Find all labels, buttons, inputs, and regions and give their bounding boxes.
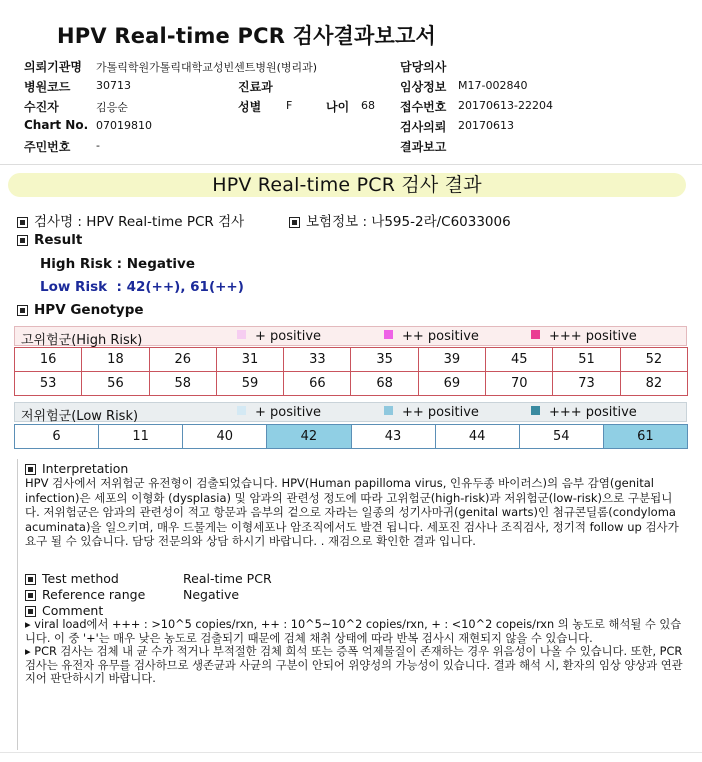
result-heading-line	[17, 232, 82, 248]
genotype-cell: 18	[82, 348, 149, 372]
age-label: 나이	[326, 100, 350, 114]
reference-value: Negative	[183, 587, 240, 602]
interpretation-text: HPV 검사에서 저위험군 유전형이 검출되었습니다. HPV(Human papilloma virus, 인유두종 바이러스)의 음부 감염(genital infection)은 세포의 이형화 (dysplasia) 및 암과의 관련성 정도에 따라 고위험군(high-risk)과 저위험군(low-risk)으로 구분됩니다. 저위험군은 암과의 관련성이 적고 항문과 음부의 겉으로 자라는 일종의 성기사마귀(genital warts)인 첨규콘딜롬(condyloma acuminata)을 일으키며, 매우 드물게는 이형세포나 암조직에서도 발견 됩니다. 세포진 검사나 조직검사, 정기적 follow up 검사가 요구 될 수 있습니다. 담당 전문의와 상담 하시기 바랍니다. . 재검으로 확인한 결과 입니다.	[25, 476, 679, 548]
high-risk-table	[14, 347, 688, 396]
age-value: 68	[361, 99, 375, 112]
clinical-info-label: 임상정보	[400, 80, 447, 94]
test-name-line	[17, 210, 244, 230]
genotype-cell: 82	[620, 372, 687, 396]
bullet-square-icon	[289, 217, 300, 228]
genotype-cell: 44	[435, 425, 519, 449]
request-label: 검사의뢰	[400, 120, 447, 134]
reference-line	[25, 587, 145, 602]
legend-swatch-icon	[237, 330, 246, 339]
table-row	[15, 372, 688, 396]
institution-value: 가톨릭학원가톨릭대학교성빈센트병원(병리과)	[96, 61, 318, 74]
genotype-cell: 73	[553, 372, 620, 396]
bullet-square-icon	[25, 464, 36, 475]
genotype-cell: 6	[15, 425, 99, 449]
genotype-cell: 16	[15, 348, 82, 372]
genotype-cell: 59	[216, 372, 283, 396]
resident-label: 주민번호	[24, 140, 71, 154]
genotype-cell: 68	[351, 372, 418, 396]
bullet-square-icon	[25, 590, 36, 601]
genotype-cell: 42	[267, 425, 351, 449]
legend-item-plus: + positive	[237, 405, 321, 420]
doctor-label: 담당의사	[400, 60, 447, 74]
genotype-cell: 45	[486, 348, 553, 372]
sex-value: F	[286, 99, 293, 112]
interpretation-section	[17, 459, 689, 750]
genotype-cell: 11	[99, 425, 183, 449]
chart-label: Chart No.	[24, 118, 89, 132]
banner-title: HPV Real-time PCR 검사 결과	[212, 174, 482, 196]
genotype-cell: 52	[620, 348, 687, 372]
legend-item-plus2: ++ positive	[384, 405, 479, 420]
report-title: HPV Real-time PCR 검사결과보고서	[57, 24, 436, 48]
table-row	[15, 425, 688, 449]
legend-swatch-icon	[384, 406, 393, 415]
genotype-cell: 35	[351, 348, 418, 372]
genotype-heading: HPV Genotype	[34, 302, 144, 318]
low-risk-table	[14, 424, 688, 449]
bullet-square-icon	[17, 305, 28, 316]
high-risk-legend-bar	[14, 326, 687, 346]
genotype-cell: 70	[486, 372, 553, 396]
legend-item-plus2: ++ positive	[384, 329, 479, 344]
comment-2: ▸ PCR 검사는 검체 내 균 수가 적거나 부적절한 검체 희석 또는 증폭 억제물질이 존재하는 경우 위음성이 나올 수 있습니다. 또한, PCR 검사는 유전자 유무를 검사하므로 생존균과 사균의 구분이 안되어 위양성의 가능성이 있습니다. 결과 해석 시, 환자의 임상 양상과 연관지어 판단하시기 바랍니다.	[25, 645, 683, 685]
footer-divider	[0, 752, 702, 753]
method-line	[25, 571, 119, 586]
hospital-code-label: 병원코드	[24, 80, 71, 94]
report-label: 결과보고	[400, 140, 447, 154]
receipt-label: 접수번호	[400, 100, 447, 114]
legend-swatch-icon	[384, 330, 393, 339]
bullet-square-icon	[25, 574, 36, 585]
interpretation-heading-line	[25, 461, 128, 476]
genotype-cell: 43	[351, 425, 435, 449]
legend-item-plus: + positive	[237, 329, 321, 344]
genotype-cell: 33	[284, 348, 351, 372]
genotype-cell: 66	[284, 372, 351, 396]
high-risk-label: 고위험군(High Risk)	[21, 333, 143, 348]
reference-label: Reference range	[42, 587, 146, 602]
genotype-heading-line	[17, 302, 144, 318]
method-label: Test method	[42, 571, 119, 586]
genotype-cell: 39	[418, 348, 485, 372]
test-name: 검사명 : HPV Real-time PCR 검사	[34, 214, 245, 230]
result-banner	[8, 173, 686, 197]
legend-item-plus3: +++ positive	[531, 329, 637, 344]
institution-label: 의뢰기관명	[24, 60, 82, 74]
bullet-square-icon	[17, 235, 28, 246]
legend-swatch-icon	[531, 330, 540, 339]
interpretation-heading: Interpretation	[42, 461, 129, 476]
bullet-square-icon	[17, 217, 28, 228]
bullet-square-icon	[25, 606, 36, 617]
patient-label: 수진자	[24, 100, 59, 114]
genotype-cell: 53	[15, 372, 82, 396]
comment-heading: Comment	[42, 603, 104, 618]
genotype-cell: 61	[603, 425, 687, 449]
low-risk-result: Low Risk : 42(++), 61(++)	[40, 279, 244, 295]
result-heading: Result	[34, 232, 83, 248]
insurance-line	[289, 210, 511, 230]
insurance-info: 보험정보 : 나595-2라/C6033006	[306, 214, 511, 230]
genotype-cell: 56	[82, 372, 149, 396]
dept-label: 진료과	[238, 80, 273, 94]
high-risk-result: High Risk : Negative	[40, 256, 195, 272]
chart-value: 07019810	[96, 119, 152, 132]
genotype-cell: 54	[519, 425, 603, 449]
legend-swatch-icon	[531, 406, 540, 415]
request-value: 20170613	[458, 119, 514, 132]
sex-label: 성별	[238, 100, 262, 114]
receipt-value: 20170613-22204	[458, 99, 553, 112]
hospital-code-value: 30713	[96, 79, 131, 92]
genotype-cell: 51	[553, 348, 620, 372]
legend-item-plus3: +++ positive	[531, 405, 637, 420]
comment-heading-line	[25, 603, 103, 618]
comment-1: ▸ viral load에서 +++ : >10^5 copies/rxn, ++ : 10^5~10^2 copies/rxn, + : <10^2 copeis/rxn 의 농도로 해석될 수 있습니다. 이 중 '+'는 매우 낮은 농도로 검출되기 때문에 검체 채취 상태에 따라 반복 검사시 재현되지 않을 수 있습니다.	[25, 618, 682, 645]
genotype-cell: 69	[418, 372, 485, 396]
method-value: Real-time PCR	[183, 571, 272, 586]
header-divider	[0, 164, 702, 165]
genotype-cell: 58	[149, 372, 216, 396]
genotype-cell: 40	[183, 425, 267, 449]
legend-swatch-icon	[237, 406, 246, 415]
patient-value: 김응순	[96, 101, 128, 114]
low-risk-label: 저위험군(Low Risk)	[21, 409, 139, 424]
genotype-cell: 31	[216, 348, 283, 372]
table-row	[15, 348, 688, 372]
genotype-cell: 26	[149, 348, 216, 372]
resident-value: -	[96, 139, 100, 152]
low-risk-legend-bar	[14, 402, 687, 422]
clinical-info-value: M17-002840	[458, 79, 528, 92]
